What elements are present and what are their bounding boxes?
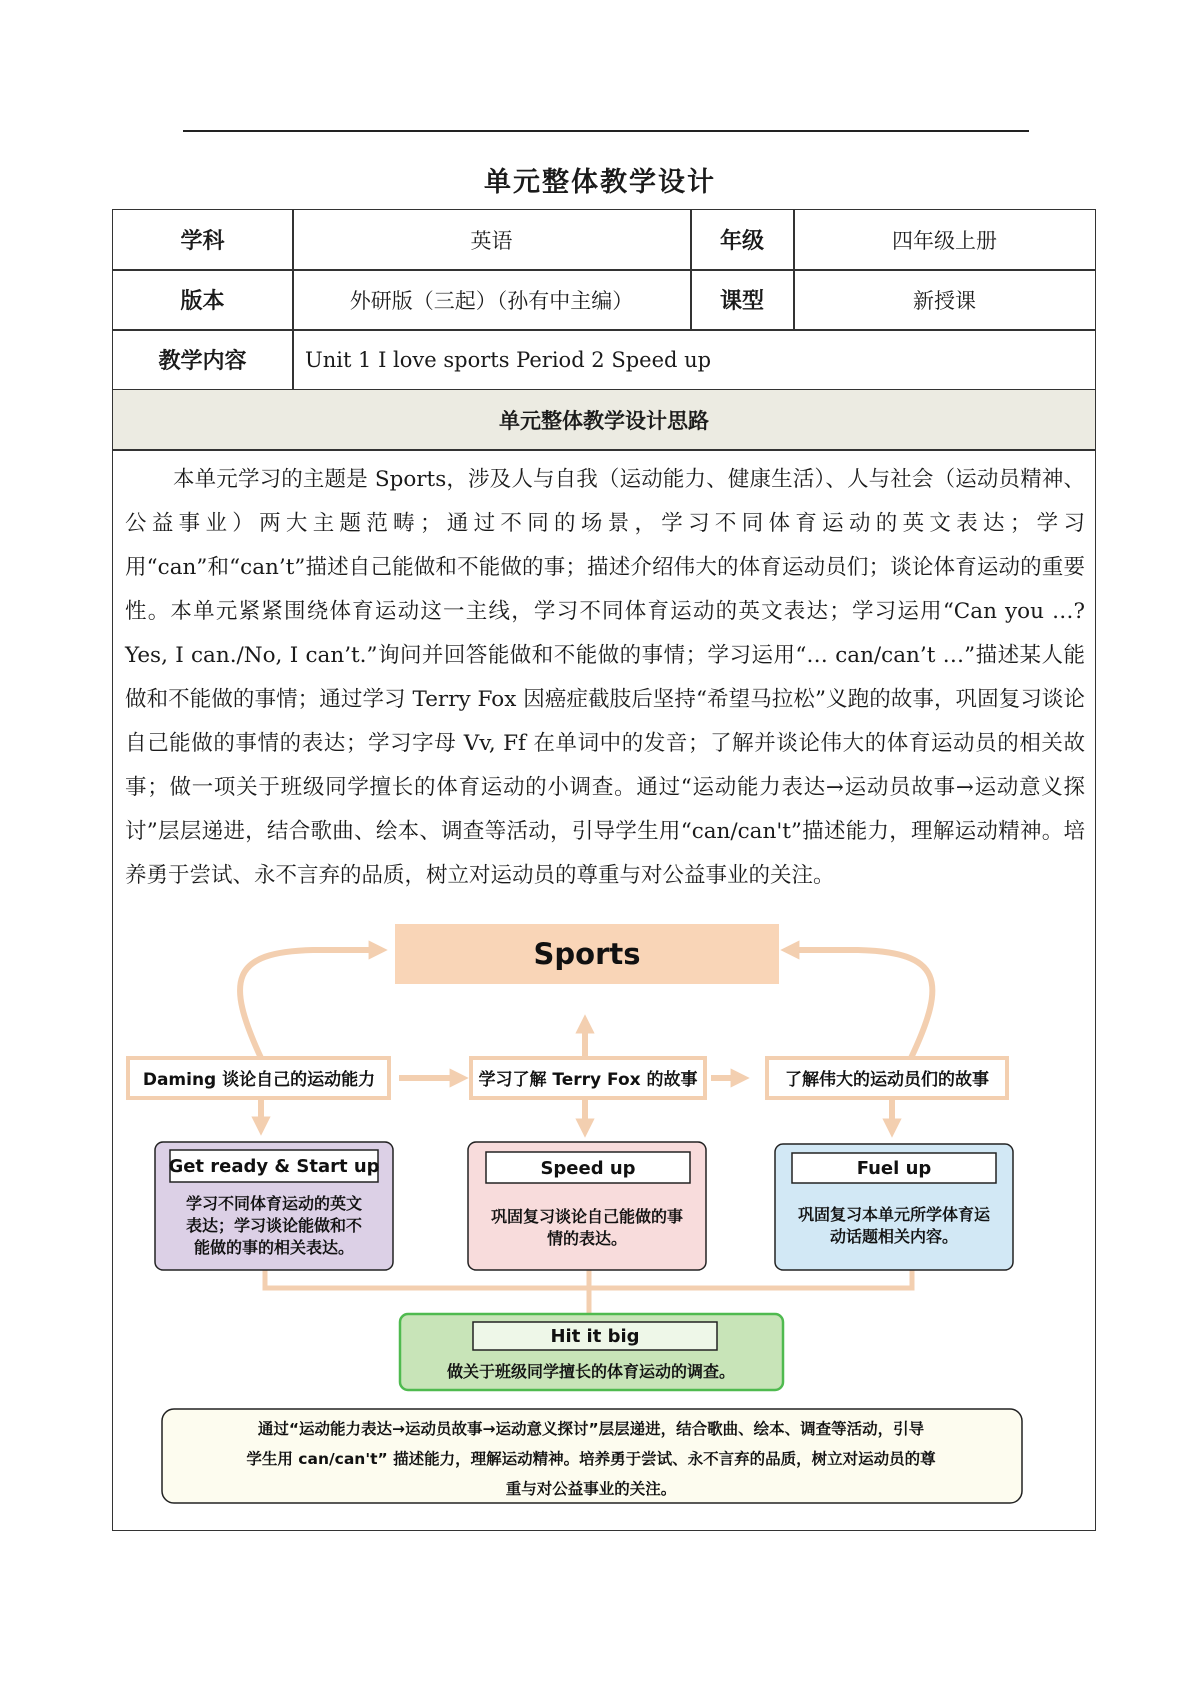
- card2-title: Speed up: [540, 1158, 636, 1179]
- card4-title: Hit it big: [550, 1326, 640, 1347]
- card3-title: Fuel up: [856, 1158, 932, 1179]
- lesson-type-label: 课型: [719, 289, 764, 314]
- topic-text-1: Daming 谈论自己的运动能力: [142, 1070, 376, 1090]
- topic-text-3: 了解伟大的运动员们的故事: [785, 1070, 989, 1090]
- header-rule: [183, 130, 1029, 132]
- topic-text-2: 学习了解 Terry Fox 的故事: [478, 1070, 698, 1090]
- subject-label: 学科: [180, 229, 225, 254]
- summary-line-2: 学生用 can/can't” 描述能力，理解运动精神。培养勇于尝试、永不言弃的品质，树立对运动员的尊: [246, 1450, 936, 1468]
- edition-value: 外研版（三起）（孙有中主编）: [349, 288, 634, 313]
- lesson-type-value: 新授课: [913, 288, 976, 313]
- card3-line-1: 巩固复习本单元所学体育运: [797, 1205, 991, 1224]
- section-title: 单元整体教学设计思路: [113, 390, 1095, 449]
- card1-line-2: 表达；学习谈论能做和不: [185, 1216, 363, 1235]
- document-title: 单元整体教学设计: [484, 167, 716, 198]
- content-value: Unit 1 I love sports Period 2 Speed up: [305, 347, 712, 372]
- card1-line-3: 能做的事的相关表达。: [193, 1238, 355, 1257]
- grade-label: 年级: [719, 229, 764, 254]
- subject-value: 英语: [470, 228, 513, 253]
- sports-title: Sports: [533, 937, 641, 971]
- card2-line-1: 巩固复习谈论自己能做的事: [490, 1207, 684, 1226]
- card1-line-1: 学习不同体育运动的英文: [185, 1194, 363, 1213]
- design-paragraph: 本单元学习的主题是 Sports，涉及人与自我（运动能力、健康生活）、人与社会（运动员精神、公益事业）两大主题范畴；通过不同的场景，学习不同体育运动的英文表达；学习用“can”和“can’t”描述自己能做和不能做的事；描述介绍伟大的体育运动员们；谈论体育运动的重要性。本单元紧紧围绕体育运动这一主线，学习不同体育运动的英文表达；学习运用“Can you …? Yes, I can./No, I can’t.”询问并回答能做和不能做的事情；学习运用“… can/can’t …”描述某人能做和不能做的事情；通过学习 Terry Fox 因癌症截肢后坚持“希望马拉松”义跑的故事，巩固复习谈论自己能做的事情的表达；学习字母 Vv, Ff 在单词中的发音；了解并谈论伟大的体育运动员的相关故事；做一项关于班级同学擅长的体育运动的小调查。通过“运动能力表达→运动员故事→运动意义探讨”层层递进，结合歌曲、绘本、调查等活动，引导学生用“can/can't”描述能力，理解运动精神。培养勇于尝试、永不言弃的品质，树立对运动员的尊重与对公益事业的关注。: [125, 467, 1085, 888]
- content-label: 教学内容: [158, 349, 247, 374]
- curve-arrow-left: [240, 950, 382, 1058]
- curve-arrow-right: [786, 950, 932, 1058]
- summary-line-1: 通过“运动能力表达→运动员故事→运动意义探讨”层层递进，结合歌曲、绘本、调查等活动，引导: [257, 1420, 925, 1438]
- card4-text: 做关于班级同学擅长的体育运动的调查。: [446, 1362, 736, 1381]
- card1-title: Get ready & Start up: [168, 1156, 380, 1177]
- card2-line-2: 情的表达。: [546, 1229, 628, 1248]
- edition-label: 版本: [180, 289, 225, 314]
- card3-line-2: 动话题相关内容。: [829, 1227, 959, 1246]
- lesson-table: [112, 209, 1096, 1531]
- unit-diagram: [113, 210, 1097, 1532]
- summary-line-3: 重与对公益事业的关注。: [505, 1480, 677, 1498]
- grade-value: 四年级上册: [892, 228, 997, 253]
